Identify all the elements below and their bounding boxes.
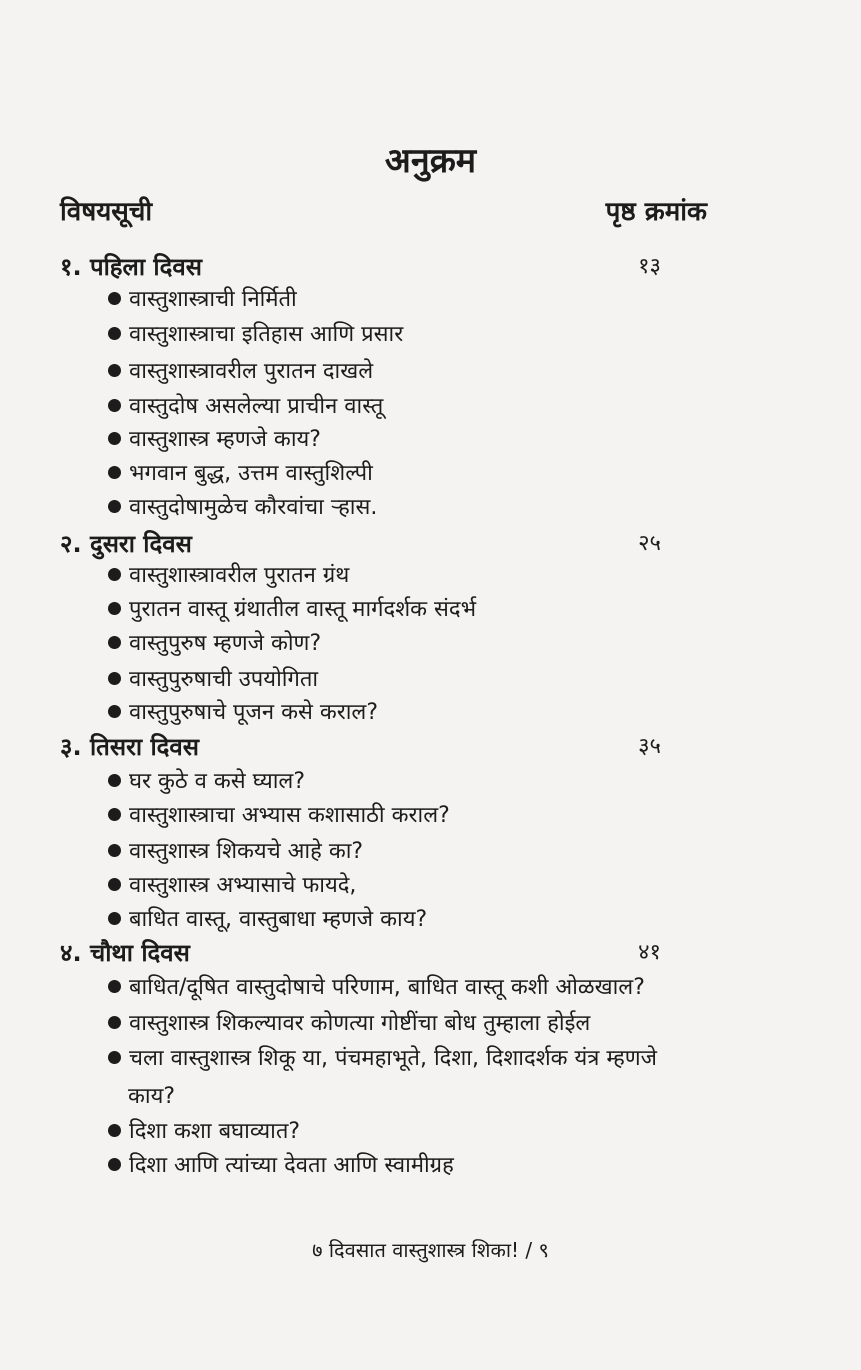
list-item: वास्तुशास्त्र म्हणजे काय? [108,420,728,460]
bullet-icon [108,399,121,412]
list-item: घर कुठे व कसे घ्याल? [108,762,728,802]
section-title: १. पहिला दिवस [60,253,202,281]
section-title: २. दुसरा दिवस [60,530,192,558]
section-heading [60,730,661,763]
section-page-number: १३ [638,254,661,279]
list-item: बाधित वास्तू, वास्तुबाधा म्हणजे काय? [108,900,728,940]
list-item: वास्तुशास्त्र शिकल्यावर कोणत्या गोष्टींचा बोध तुम्हाला होईल [108,1004,728,1044]
list-item-continuation: काय? [128,1084,176,1109]
list-item: पुरातन वास्तू ग्रंथातील वास्तू मार्गदर्शक संदर्भ [108,590,728,630]
contents-column-header: विषयसूची [60,197,153,227]
section-page-number: २५ [638,531,661,556]
list-item: भगवान बुद्ध, उत्तम वास्तुशिल्पी [108,454,728,494]
list-item: वास्तुदोष असलेल्या प्राचीन वास्तू [108,387,728,427]
section-page-number: ३५ [638,734,661,759]
list-item: दिशा कशा बघाव्यात? [108,1112,728,1152]
bullet-icon [108,1158,121,1171]
list-item: वास्तुशास्त्राची निर्मिती [108,280,728,320]
page-number-column-header: पृष्ठ क्रमांक [605,197,707,227]
bullet-icon [108,774,121,787]
bullet-icon [108,1051,121,1064]
bullet-icon [108,432,121,445]
bullet-icon [108,980,121,993]
section-heading [60,936,661,969]
list-item: दिशा आणि त्यांच्या देवता आणि स्वामीग्रह [108,1146,728,1186]
bullet-icon [108,292,121,305]
list-item: वास्तुशास्त्र अभ्यासाचे फायदे, [108,866,728,906]
bullet-icon [108,878,121,891]
bullet-icon [108,500,121,513]
bullet-icon [108,466,121,479]
list-item: वास्तुदोषामुळेच कौरवांचा ऱ्हास. [108,488,728,528]
section-title: ३. तिसरा दिवस [60,733,199,761]
bullet-icon [108,844,121,857]
bullet-icon [108,1016,121,1029]
list-item: वास्तुपुरुषाची उपयोगिता [108,660,728,700]
bullet-icon [108,364,121,377]
bullet-icon [108,1124,121,1137]
section-title: ४. चौथा दिवस [60,939,190,967]
section-heading [60,250,661,283]
list-item: बाधित/दूषित वास्तुदोषाचे परिणाम, बाधित वास्तू कशी ओळखाल? [108,968,728,1008]
list-item: वास्तुपुरुषाचे पूजन कसे कराल? [108,693,728,733]
list-item: वास्तुशास्त्रावरील पुरातन ग्रंथ [108,556,728,596]
list-item: चला वास्तुशास्त्र शिकू या, पंचमहाभूते, दिशा, दिशादर्शक यंत्र म्हणजे काय? [108,1040,728,1116]
page-title: अनुक्रम [384,141,477,181]
list-item: वास्तुशास्त्राचा इतिहास आणि प्रसार [108,315,728,355]
bullet-icon [108,808,121,821]
section-page-number: ४१ [638,940,661,965]
bullet-icon [108,912,121,925]
page-footer: ७ दिवसात वास्तुशास्त्र शिका! / ९ [312,1238,549,1262]
bullet-icon [108,636,121,649]
list-item: वास्तुशास्त्राचा अभ्यास कशासाठी कराल? [108,796,728,836]
bullet-icon [108,568,121,581]
bullet-icon [108,705,121,718]
bullet-icon [108,672,121,685]
bullet-icon [108,327,121,340]
list-item: वास्तुपुरुष म्हणजे कोण? [108,624,728,664]
bullet-icon [108,602,121,615]
list-item: वास्तुशास्त्र शिकयचे आहे का? [108,832,728,872]
list-item: वास्तुशास्त्रावरील पुरातन दाखले [108,352,728,392]
